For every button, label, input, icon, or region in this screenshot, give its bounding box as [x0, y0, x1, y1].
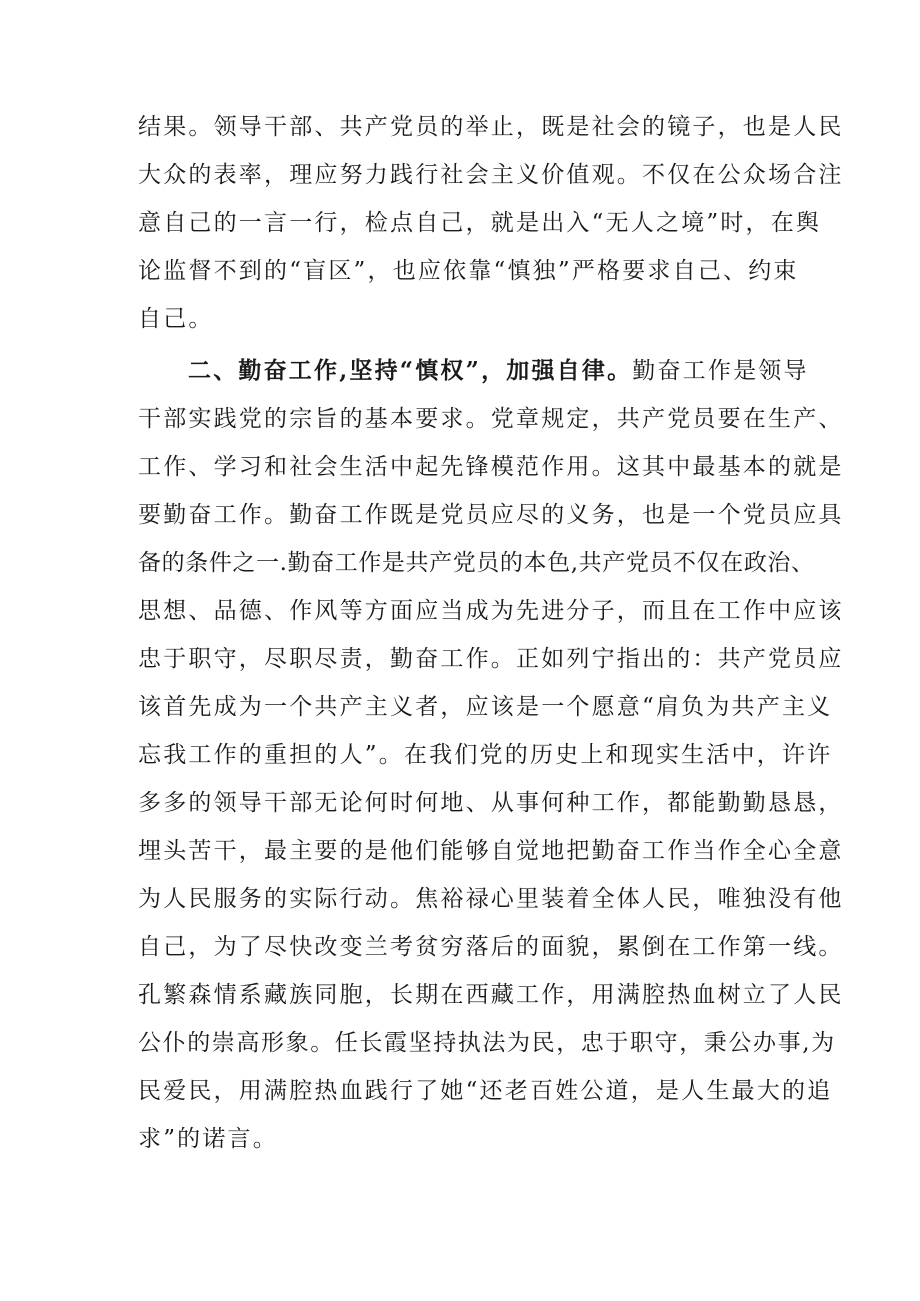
- paragraph-line: 自己，为了尽快改变兰考贫穷落后的面貌，累倒在工作第一线。: [138, 934, 844, 960]
- paragraph-line: 备的条件之一.勤奋工作是共产党员的本色,共产党员不仅在政治、: [138, 550, 815, 576]
- paragraph-line: 忘我工作的重担的人”。在我们党的历史上和现实生活中，许许: [138, 742, 833, 768]
- paragraph-line: 民爱民，用满腔热血践行了她“还老百姓公道，是人生最大的追: [138, 1078, 833, 1104]
- paragraph-line: 结果。领导干部、共产党员的举止，既是社会的镜子，也是人民: [138, 114, 844, 140]
- paragraph-line: 求”的诺言。: [138, 1126, 278, 1152]
- paragraph-line: 埋头苦干，最主要的是他们能够自觉地把勤奋工作当作全心全意: [138, 838, 844, 864]
- section-heading-line: [188, 356, 809, 386]
- paragraph-line: 要勤奋工作。勤奋工作既是党员应尽的义务，也是一个党员应具: [138, 502, 844, 528]
- section-heading-rest: 勤奋工作是领导: [632, 358, 809, 384]
- paragraph-line: 大众的表率，理应努力践行社会主义价值观。不仅在公众场合注: [138, 162, 844, 188]
- paragraph-line: 意自己的一言一行，检点自己，就是出入“无人之境”时，在舆: [138, 210, 822, 236]
- paragraph-line: 忠于职守，尽职尽责，勤奋工作。正如列宁指出的：共产党员应: [138, 646, 844, 672]
- paragraph-line: 论监督不到的“盲区”，也应依靠“慎独”严格要求自己、约束: [138, 258, 799, 284]
- paragraph-line: 该首先成为一个共产主义者，应该是一个愿意“肩负为共产主义: [138, 694, 833, 720]
- section-heading: 二、勤奋工作,坚持“慎权”，加强自律。: [188, 357, 633, 384]
- paragraph-line: 为人民服务的实际行动。焦裕禄心里装着全体人民，唯独没有他: [138, 886, 844, 912]
- paragraph-line: 多多的领导干部无论何时何地、从事何种工作，都能勤勤恳恳，: [138, 790, 844, 816]
- paragraph-line: 工作、学习和社会生活中起先锋模范作用。这其中最基本的就是: [138, 454, 844, 480]
- paragraph-line: 孔繁森情系藏族同胞，长期在西藏工作，用满腔热血树立了人民: [138, 982, 844, 1008]
- paragraph-line: 干部实践党的宗旨的基本要求。党章规定，共产党员要在生产、: [138, 406, 844, 432]
- paragraph-line: 公仆的崇高形象。任长霞坚持执法为民，忠于职守，秉公办事,为: [138, 1030, 836, 1056]
- paragraph-line: 思想、品德、作风等方面应当成为先进分子，而且在工作中应该: [138, 598, 844, 624]
- paragraph-line: 自己。: [138, 306, 214, 332]
